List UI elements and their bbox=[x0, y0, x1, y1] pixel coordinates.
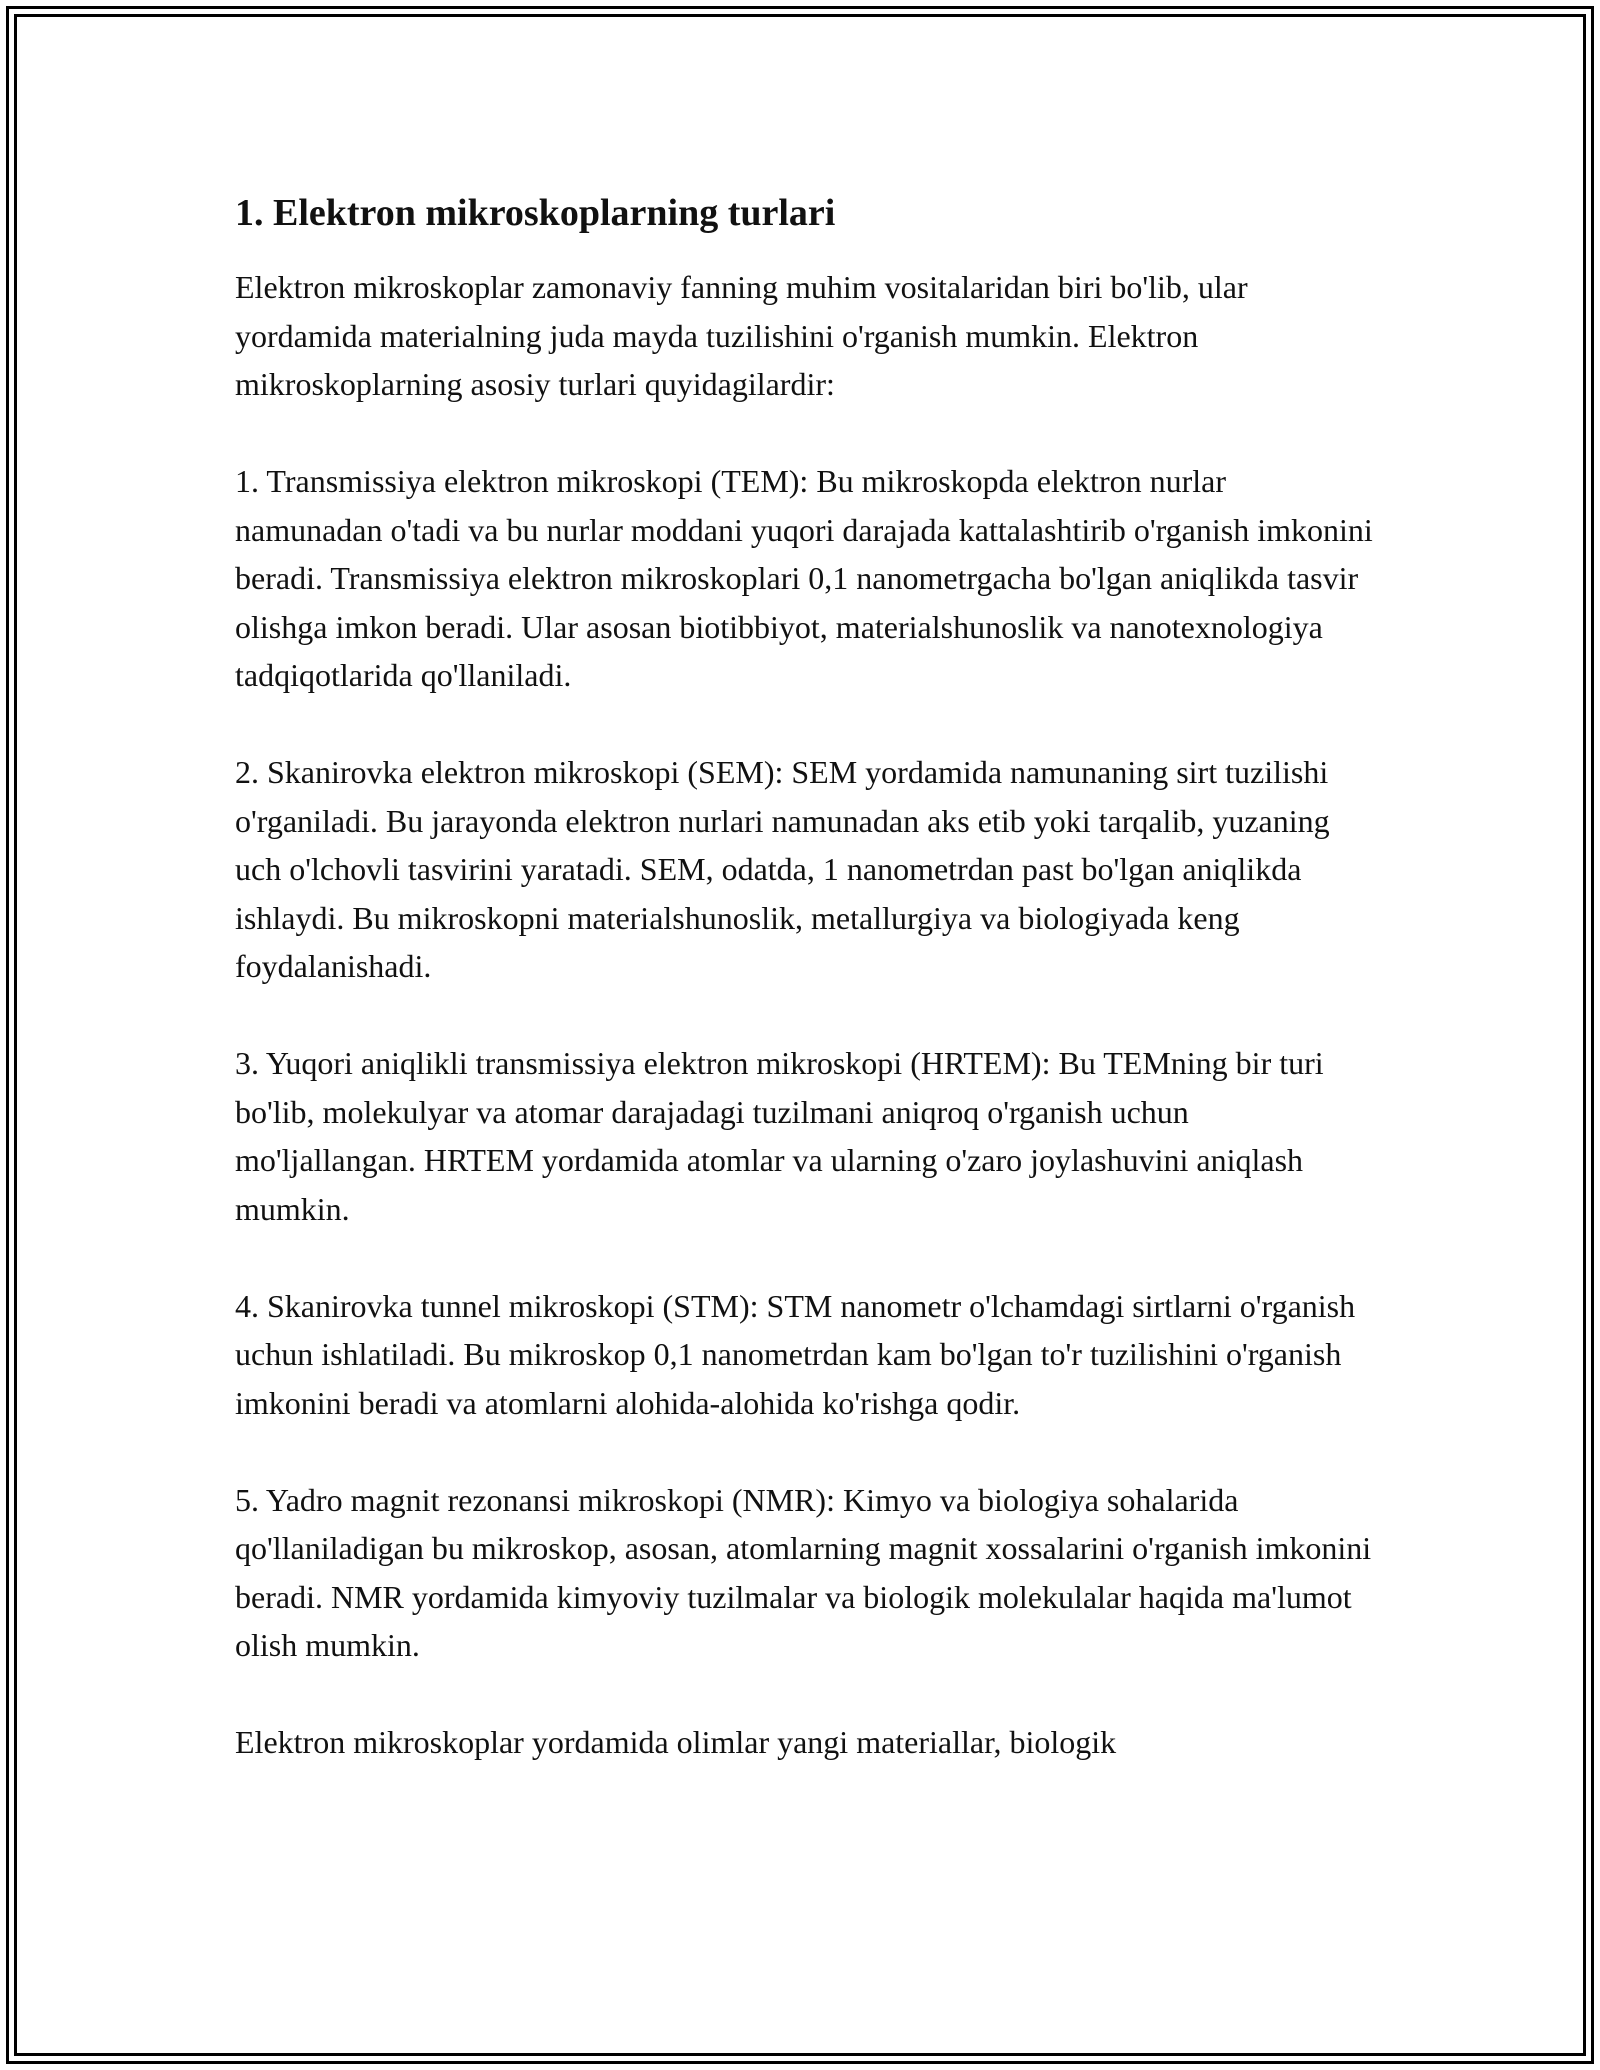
sem-paragraph: 2. Skanirovka elektron mikroskopi (SEM): SEM yordamida namunaning sirt tuzilishi o'rganiladi. Bu jarayonda elektron nurlari namunadan aks etib yoki tarqalib, yuzaning uch o'lchovli tasvirini yaratadi. SEM, odatda, 1 nanometrdan past bo'lgan aniqlikda ishlaydi. Bu mikroskopni materialshunoslik, metallurgiya va biologiyada keng foydalanishadi. bbox=[235, 754, 1330, 984]
nmr-paragraph: 5. Yadro magnit rezonansi mikroskopi (NMR): Kimyo va biologiya sohalarida qo'llaniladigan bu mikroskop, asosan, atomlarning magnit xossalarini o'rganish imkonini beradi. NMR yordamida kimyoviy tuzilmalar va biologik molekulalar haqida ma'lumot olish mumkin. bbox=[235, 1481, 1372, 1663]
section-heading: 1. Elektron mikroskoplarning turlari bbox=[235, 192, 836, 234]
tem-paragraph: 1. Transmissiya elektron mikroskopi (TEM): Bu mikroskopda elektron nurlar namunadan o'tadi va bu nurlar moddani yuqori darajada kattalashtirib o'rganish imkonini beradi. Transmissiya elektron mikroskoplari 0,1 nanometrgacha bo'lgan aniqlikda tasvir olishga imkon beradi. Ular asosan biotibbiyot, materialshunoslik va nanotexnologiya tadqiqotlarida qo'llaniladi. bbox=[235, 463, 1373, 693]
document-body bbox=[235, 185, 1375, 1767]
stm-paragraph: 4. Skanirovka tunnel mikroskopi (STM): STM nanometr o'lchamdagi sirtlarni o'rganish uchun ishlatiladi. Bu mikroskop 0,1 nanometrdan kam bo'lgan to'r tuzilishini o'rganish imkonini beradi va atomlarni alohida-alohida ko'rishga qodir. bbox=[235, 1287, 1356, 1421]
intro-paragraph: Elektron mikroskoplar zamonaviy fanning muhim vositalaridan biri bo'lib, ular yordamida materialning juda mayda tuzilishini o'rganish mumkin. Elektron mikroskoplarning asosiy turlari quyidagilardir: bbox=[235, 269, 1248, 402]
hrtem-paragraph: 3. Yuqori aniqlikli transmissiya elektron mikroskopi (HRTEM): Bu TEMning bir turi bo'lib, molekulyar va atomar darajadagi tuzilmani aniqroq o'rganish uchun mo'ljallangan. HRTEM yordamida atomlar va ularning o'zaro joylashuvini aniqlash mumkin. bbox=[235, 1045, 1324, 1227]
closing-paragraph: Elektron mikroskoplar yordamida olimlar yangi materiallar, biologik bbox=[235, 1724, 1117, 1760]
